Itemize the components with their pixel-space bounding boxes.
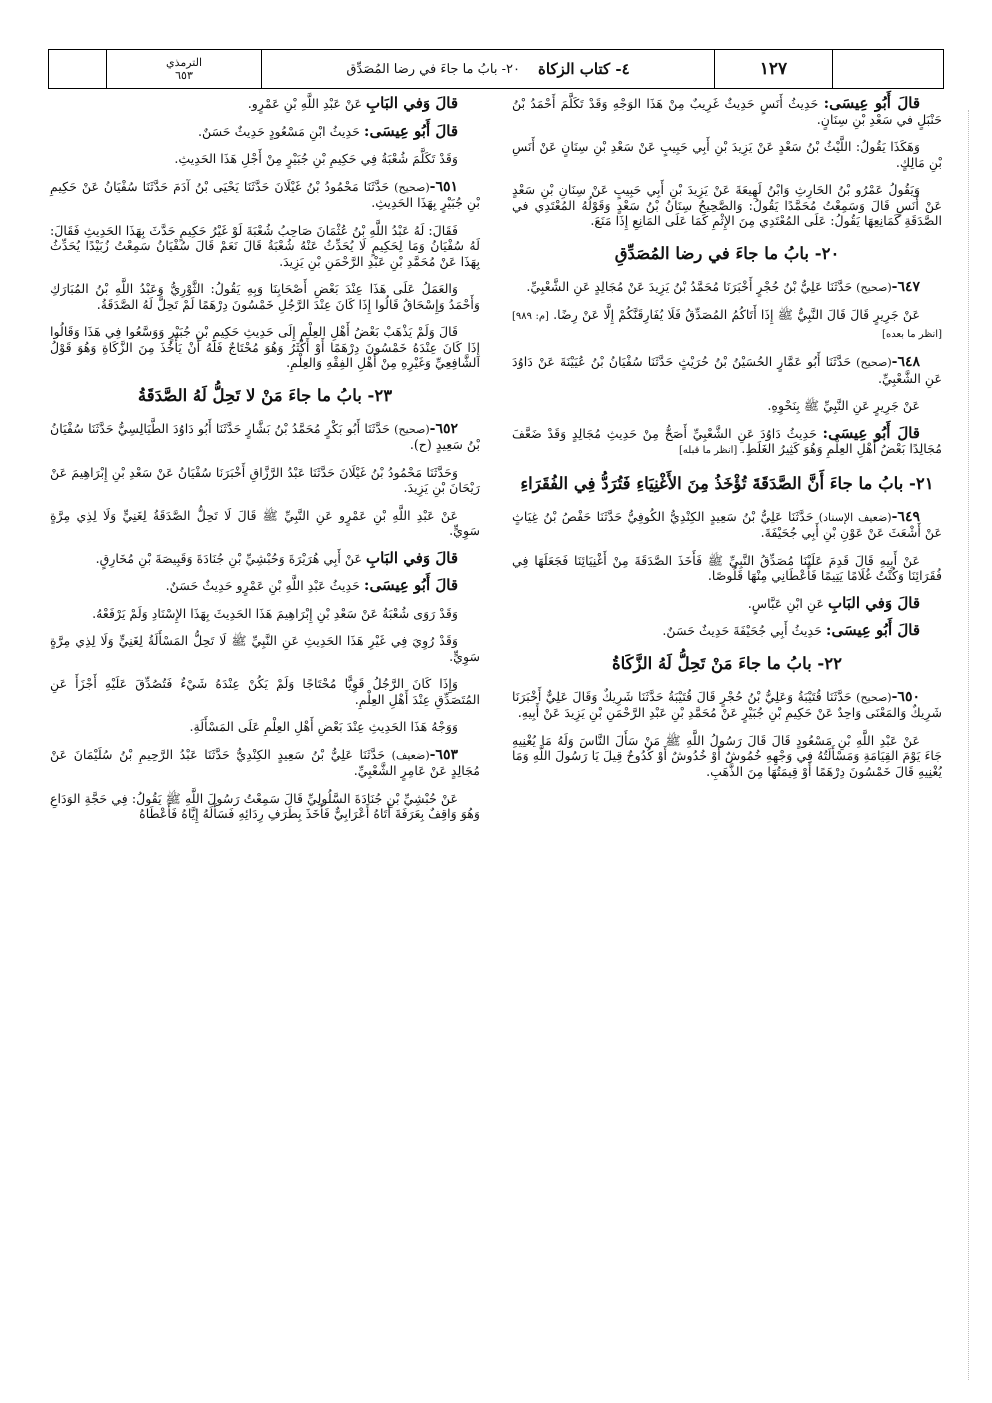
chapter-heading: ٢١- بابُ ما جاءَ أَنَّ الصَّدَقَةَ تُؤْخَذُ مِنَ الأَغْنِيَاءِ فَتُرَدُّ فِي الفُقَرَاءِ — [520, 473, 934, 493]
text-paragraph — [50, 606, 480, 622]
hadith-entry — [512, 279, 942, 296]
lead-phrase: قالَ أَبُو عِيسَى: — [363, 121, 458, 140]
tirmidhi-label: الترمذي — [165, 56, 203, 69]
cross-reference: [م: ٩٨٩] [انظر ما بعده] — [512, 311, 942, 340]
paragraph-text: حَدَّثَنَا أَبُو عَمَّارٍ الحُسَيْنُ بْنُ حُرَيْثٍ حَدَّثَنَا سُفْيَانُ بْنُ عُيَيْنَةَ عَنْ دَاوُدَ عَنِ الشَّعْبِيِّ. — [512, 354, 942, 386]
paragraph-text: حَدِيثُ أَنَسٍ حَدِيثٌ غَرِيبٌ مِنْ هَذَا الوَجْهِ وَقَدْ تَكَلَّمَ أَحْمَدُ بْنُ حَنْبَلٍ في سَعْدِ بْنِ سِنَانٍ. — [512, 96, 942, 127]
paragraph-text: وَإِذَا كَانَ الرَّجُلُ قَوِيًّا مُحْتَاجًا وَلَمْ يَكُنْ عِنْدَهُ شَيْءٌ فَتُصُدِّقَ عَلَيْهِ أَجْزَأَ عَنِ المُتَصَدِّقِ عِنْدَ أَهْلِ العِلْمِ. — [50, 676, 480, 707]
hadith-entry — [512, 354, 942, 386]
chapter-heading: ٢٣- بابُ ما جاءَ مَنْ لا تَحِلُّ لَهُ الصَّدَقَةُ — [137, 385, 393, 405]
lead-phrase: قالَ أَبُو عِيسَى: — [822, 423, 920, 442]
hadith-number: ٦٥٠- — [891, 688, 920, 705]
hadith-grade: (ضعيف الإسناد) — [818, 510, 892, 524]
text-paragraph — [50, 633, 480, 664]
text-paragraph — [50, 324, 480, 371]
hadith-grade: (صحيح) — [856, 280, 892, 294]
paragraph-text: وَحَدَّثَنَا مَحْمُودُ بْنُ غَيْلَانَ حَدَّثَنَا عَبْدُ الرَّزَّاقِ أَخْبَرَنَا سُفْيَانُ عَنْ سَعْدِ بْنِ إِبْرَاهِيمَ عَنْ رَيْحَانَ بْنِ يَزِيدَ. — [50, 464, 480, 495]
running-header — [48, 49, 944, 89]
lead-phrase: قالَ وَفي البَابِ — [366, 94, 458, 112]
paragraph-text: عَنْ عَبْدِ اللَّهِ بْنِ عَمْرٍو. — [247, 96, 363, 111]
hadith-entry — [50, 421, 480, 453]
left-text-column — [50, 96, 480, 834]
hadith-entry — [512, 509, 942, 541]
tirmidhi-number: ٦٥٣ — [175, 69, 193, 82]
paragraph-text: حَدِيثُ ابْنِ مَسْعُودٍ حَدِيثٌ حَسَنٌ. — [197, 123, 360, 139]
paragraph-text: وَقَدْ تَكَلَّمَ شُعْبَةُ فِي حَكِيمِ بْنِ جُبَيْرٍ مِنْ أَجْلِ هَذَا الحَدِيثِ. — [174, 151, 458, 166]
paragraph-text: حَدِيثُ أَبِي جُحَيْفَةَ حَدِيثٌ حَسَنٌ. — [662, 623, 822, 638]
paragraph-text: وَالعَمَلُ عَلَى هَذَا عِنْدَ بَعْضِ أَصْحَابِنَا وَبِهِ يَقُولُ: الثَّوْرِيُّ وَعَبْدُ اللَّهِ بْنُ المُبَارَكِ وَأَحْمَدُ وَإِسْحَاقُ قَالُوا إِذَا كَانَ عِنْدَ الرَّجُلِ خَمْسُونَ دِرْهَمًا لَمْ تَحِلَّ لَهُ الصَّدَقَةُ. — [50, 281, 480, 312]
chapter-title: ٢٠- بابُ ما جاءَ في رضا المُصَدِّق — [346, 61, 520, 77]
page-number: ١٢٧ — [715, 50, 833, 88]
hadith-number: ٦٥٣- — [429, 746, 458, 763]
paragraph-text: حَدَّثَنَا أَبُو بَكْرٍ مُحَمَّدُ بْنُ بَشَّارٍ حَدَّثَنَا أَبُو دَاوُدَ الطَّيَالِسِيُّ حَدَّثَنَا سُفْيَانُ بْنُ سَعِيدٍ (ح). — [50, 420, 480, 452]
paragraph-text: حَدَّثَنَا مَحْمُودُ بْنُ غَيْلَانَ حَدَّثَنَا يَحْيَى بْنُ آدَمَ حَدَّثَنَا سُفْيَانُ عَنْ حَكِيمِ بْنِ جُبَيْرٍ بِهَذَا الحَدِيثِ. — [50, 178, 480, 210]
text-paragraph — [512, 96, 942, 127]
paragraph-text: وَوَجْهُ هَذَا الحَدِيثِ عِنْدَ بَعْضِ أَهْلِ العِلْمِ عَلَى المَسْأَلَةِ. — [189, 719, 458, 734]
paragraph-text: وَهَكَذَا يَقُولُ: اللَّيْثُ بْنُ سَعْدٍ عَنْ يَزِيدَ بْنِ أَبِي حَبِيبٍ عَنْ سَعْدِ بْنِ سِنَانٍ عَنْ أَنَسِ بْنِ مَالِكٍ. — [512, 139, 942, 170]
hadith-number: ٦٤٩- — [891, 508, 920, 525]
chapter-heading: ٢٠- بابُ ما جاءَ في رضا المُصَدِّقِ — [614, 243, 840, 263]
text-paragraph — [50, 719, 480, 735]
text-paragraph — [50, 281, 480, 312]
paragraph-text: حَدَّثَنَا عَلِيُّ بْنُ سَعِيدٍ الكِنْدِيُّ الكُوفِيُّ حَدَّثَنَا حَفْصُ بْنُ غِيَاثٍ عَنْ أَشْعَثَ عَنْ عَوْنِ بْنِ أَبِي جُحَيْفَةَ. — [512, 508, 942, 540]
text-paragraph — [50, 508, 480, 539]
lead-phrase: قالَ وَفي البَابِ — [828, 593, 920, 612]
text-paragraph — [50, 548, 480, 567]
cross-reference: [انظر ما قبله] — [679, 445, 738, 456]
header-titles — [262, 50, 715, 88]
chapter-heading: ٢٢- بابُ ما جاءَ مَنْ تَحِلُّ لَهُ الزَّكَاةُ — [611, 653, 843, 673]
hadith-number: ٦٤٨- — [891, 354, 920, 370]
text-paragraph — [512, 139, 942, 170]
text-paragraph — [50, 791, 480, 822]
header-tirmidhi-ref — [107, 50, 262, 88]
paragraph-text: عَنْ أَبِي هُرَيْرَةَ وَحُبْشِيِّ بْنِ جُنَادَةَ وَقَبِيصَةَ بْنِ مُخَارِقٍ. — [95, 550, 363, 566]
text-paragraph — [50, 151, 480, 167]
paragraph-text: حَدَّثَنَا عَلِيُّ بْنُ حُجْرٍ أَخْبَرَنَا مُحَمَّدُ بْنُ يَزِيدَ عَنْ مُجَالِدٍ عَنِ الشَّعْبِيِّ. — [526, 278, 853, 294]
paragraph-text: عَنْ أَبِيهِ قَالَ قَدِمَ عَلَيْنَا مُصَدِّقُ النَّبِيِّ ﷺ فَأَخَذَ الصَّدَقَةَ مِنْ أَغْنِيَائِنَا فَجَعَلَهَا فِي فُقَرَائِنَا وَكُنْتُ غُلَامًا يَتِيمًا فَأَعْطَانِي مِنْهَا قَلُوصًا. — [512, 552, 942, 583]
paragraph-text: وَيَقُولُ عَمْرُو بْنُ الحَارِثِ وَابْنُ لَهِيعَةَ عَنْ يَزِيدَ بْنِ أَبِي حَبِيبٍ عَنْ سِنَانِ بْنِ سَعْدٍ عَنْ أَنَسٍ قَالَ وَسَمِعْتُ مُحَمَّدًا يَقُولُ: وَالصَّحِيحُ سِنَانُ بْنُ سَعْدٍ وَقَوْلُهُ المُعْتَدِي في الصَّدَقَةِ كَمَانِعِهَا يَقُولُ: عَلَى المُعْتَدِي مِنَ الإِثْمِ كَمَا عَلَى المَانِعِ إِذَا مَنَعَ. — [512, 182, 942, 228]
hadith-entry — [512, 689, 942, 721]
hadith-grade: (ضعيف) — [391, 748, 430, 762]
text-paragraph — [512, 182, 942, 229]
paragraph-text: وَقَدْ رَوَى شُعْبَةُ عَنْ سَعْدِ بْنِ إِبْرَاهِيمَ هَذَا الحَدِيثَ بِهَذَا الإِسْنَادِ وَلَمْ يَرْفَعْهُ. — [92, 605, 458, 621]
paragraph-text: حَدَّثَنَا قُتَيْبَةُ وَعَلِيُّ بْنُ حُجْرٍ قَالَ قُتَيْبَةُ حَدَّثَنَا شَرِيكٌ وَقَالَ عَلِيٌّ أَخْبَرَنَا شَرِيكٌ وَالمَعْنَى وَاحِدٌ عَنْ حَكِيمِ بْنِ جُبَيْرٍ عَنْ مُحَمَّدِ بْنِ عَبْدِ الرَّحْمَنِ بْنِ يَزِيدَ عَنْ أَبِيهِ. — [512, 688, 942, 720]
paragraph-text: وَقَدْ رُوِيَ فِي غَيْرِ هَذَا الحَدِيثِ عَنِ النَّبِيِّ ﷺ لَا تَحِلُّ المَسْأَلَةُ لِغَنِيٍّ وَلَا لِذِي مِرَّةٍ سَوِيٍّ. — [50, 633, 480, 664]
hadith-number: ٦٥٢- — [429, 420, 458, 437]
header-cell-empty-right — [833, 50, 943, 88]
text-paragraph — [512, 733, 942, 780]
text-paragraph — [50, 96, 480, 112]
paragraph-text: عَنْ عَبْدِ اللَّهِ بْنِ عَمْرٍو عَنِ النَّبِيِّ ﷺ قَالَ لَا تَحِلُّ الصَّدَقَةُ لِغَنِيٍّ وَلَا لِذِي مِرَّةٍ سَوِيٍّ. — [50, 507, 480, 538]
text-paragraph — [50, 223, 480, 270]
paragraph-text: عَنْ حُبْشِيِّ بْنِ جُنَادَةَ السَّلُولِيِّ قَالَ سَمِعْتُ رَسُولَ اللَّهِ ﷺ يَقُولُ: فِي حَجَّةِ الوَدَاعِ وَهُوَ وَاقِفٌ بِعَرَفَةَ أَتَاهُ أَعْرَابِيٌّ فَأَخَذَ بِطَرَفِ رِدَائِهِ فَسَأَلَهُ إِيَّاهُ فَأَعْطَاهُ — [50, 790, 480, 821]
text-paragraph — [512, 423, 942, 459]
book-title: ٤- كتاب الزكاة — [537, 60, 630, 78]
text-paragraph — [50, 578, 480, 594]
hadith-grade: (صحيح) — [856, 356, 892, 369]
paragraph-text: حَدَّثَنَا عَلِيُّ بْنُ سَعِيدٍ الكِنْدِيُّ حَدَّثَنَا عَبْدُ الرَّحِيمِ بْنُ سُلَيْمَانَ عَنْ مُجَالِدٍ عَنْ عَامِرٍ الشَّعْبِيِّ. — [50, 746, 480, 778]
paragraph-text: فَقَالَ: لَهُ عَبْدُ اللَّهِ بْنُ عُثْمَانَ صَاحِبُ شُعْبَةَ لَوْ غَيْرُ حَكِيمٍ حَدَّثَ بِهَذَا الحَدِيثِ فَقَالَ: لَهُ سُفْيَانُ وَمَا لِحَكِيمٍ لَا يُحَدِّثُ عَنْهُ شُعْبَةُ قَالَ نَعَمْ قَالَ سُفْيَانُ سَمِعْتُ زُبَيْدًا يُحَدِّثُ بِهَذَا عَنْ مُحَمَّدِ بْنِ عَبْدِ الرَّحْمَنِ بْنِ يَزِيدَ. — [50, 222, 480, 269]
header-cell-empty-left — [49, 50, 107, 88]
text-paragraph — [512, 593, 942, 612]
lead-phrase: قالَ أَبُو عِيسَى: — [363, 576, 458, 594]
paragraph-text: حَدِيثُ دَاوُدَ عَنِ الشَّعْبِيِّ أَصَحُّ مِنْ حَدِيثِ مُجَالِدٍ وَقَدْ ضَعَّفَ مُجَالِدًا بَعْضُ أَهْلِ العِلْمِ وَهُوَ كَثِيرُ الغَلَطِ. — [512, 425, 942, 456]
paragraph-text: عَنِ ابْنِ عَبَّاسٍ. — [747, 595, 825, 611]
hadith-grade: (صحيح) — [394, 180, 430, 194]
paragraph-text: عَنْ جَرِيرٍ قَالَ قَالَ النَّبِيُّ ﷺ إِذَا أَتَاكُمُ المُصَدِّقُ فَلَا يُفَارِقَنَّكُمْ إِلَّا عَنْ رِضًا. — [553, 307, 920, 322]
right-text-column — [512, 96, 942, 791]
text-paragraph — [50, 121, 480, 140]
hadith-number: ٦٤٧- — [891, 278, 920, 295]
hadith-number: ٦٥١- — [429, 178, 458, 195]
paragraph-text: عَنْ عَبْدِ اللَّهِ بْنِ مَسْعُودٍ قَالَ قَالَ رَسُولُ اللَّهِ ﷺ مَنْ سَأَلَ النَّاسَ وَلَهُ مَا يُغْنِيهِ جَاءَ يَوْمَ القِيَامَةِ وَمَسْأَلَتُهُ فِي وَجْهِهِ خُمُوشٌ أَوْ خُدُوشٌ أَوْ كُدُوحٌ قِيلَ يَا رَسُولَ اللَّهِ وَمَا يُغْنِيهِ قَالَ خَمْسُونَ دِرْهَمًا أَوْ قِيمَتُهَا مِنَ الذَّهَبِ. — [512, 732, 942, 779]
text-paragraph — [512, 398, 942, 414]
hadith-grade: (صحيح) — [856, 690, 892, 704]
text-paragraph — [50, 465, 480, 496]
hadith-entry — [50, 179, 480, 211]
lead-phrase: قالَ أَبُو عِيسَى: — [823, 94, 921, 112]
text-paragraph — [50, 676, 480, 707]
paragraph-text: حَدِيثُ عَبْدِ اللَّهِ بْنِ عَمْرٍو حَدِيثٌ حَسَنٌ. — [165, 578, 360, 593]
paragraph-text: قَالَ وَلَمْ يَذْهَبْ بَعْضُ أَهْلِ العِلْمِ إِلَى حَدِيثِ حَكِيمِ بْنِ جُبَيْرٍ وَوَسَّعُوا فِي هَذَا وَقَالُوا إِذَا كَانَ عِنْدَهُ خَمْسُونَ دِرْهَمًا أَوْ أَكْثَرُ وَهُوَ مُحْتَاجٌ فَلَهُ أَنْ يَأْخُذَ مِنَ الزَّكَاةِ وَهُوَ قَوْلُ الشَّافِعِيِّ وَغَيْرِهِ مِنْ أَهْلِ الفِقْهِ وَالعِلْمِ. — [50, 324, 480, 370]
hadith-grade: (صحيح) — [394, 422, 430, 436]
paragraph-text: عَنْ جَرِيرٍ عَنِ النَّبِيِّ ﷺ بِنَحْوِهِ. — [767, 398, 920, 413]
page-edge-rule — [968, 110, 969, 1380]
text-paragraph — [512, 623, 942, 639]
text-paragraph — [512, 307, 942, 342]
hadith-entry — [50, 747, 480, 779]
text-paragraph — [512, 553, 942, 584]
lead-phrase: قالَ وَفي البَابِ — [366, 548, 458, 567]
lead-phrase: قالَ أَبُو عِيسَى: — [825, 621, 920, 639]
